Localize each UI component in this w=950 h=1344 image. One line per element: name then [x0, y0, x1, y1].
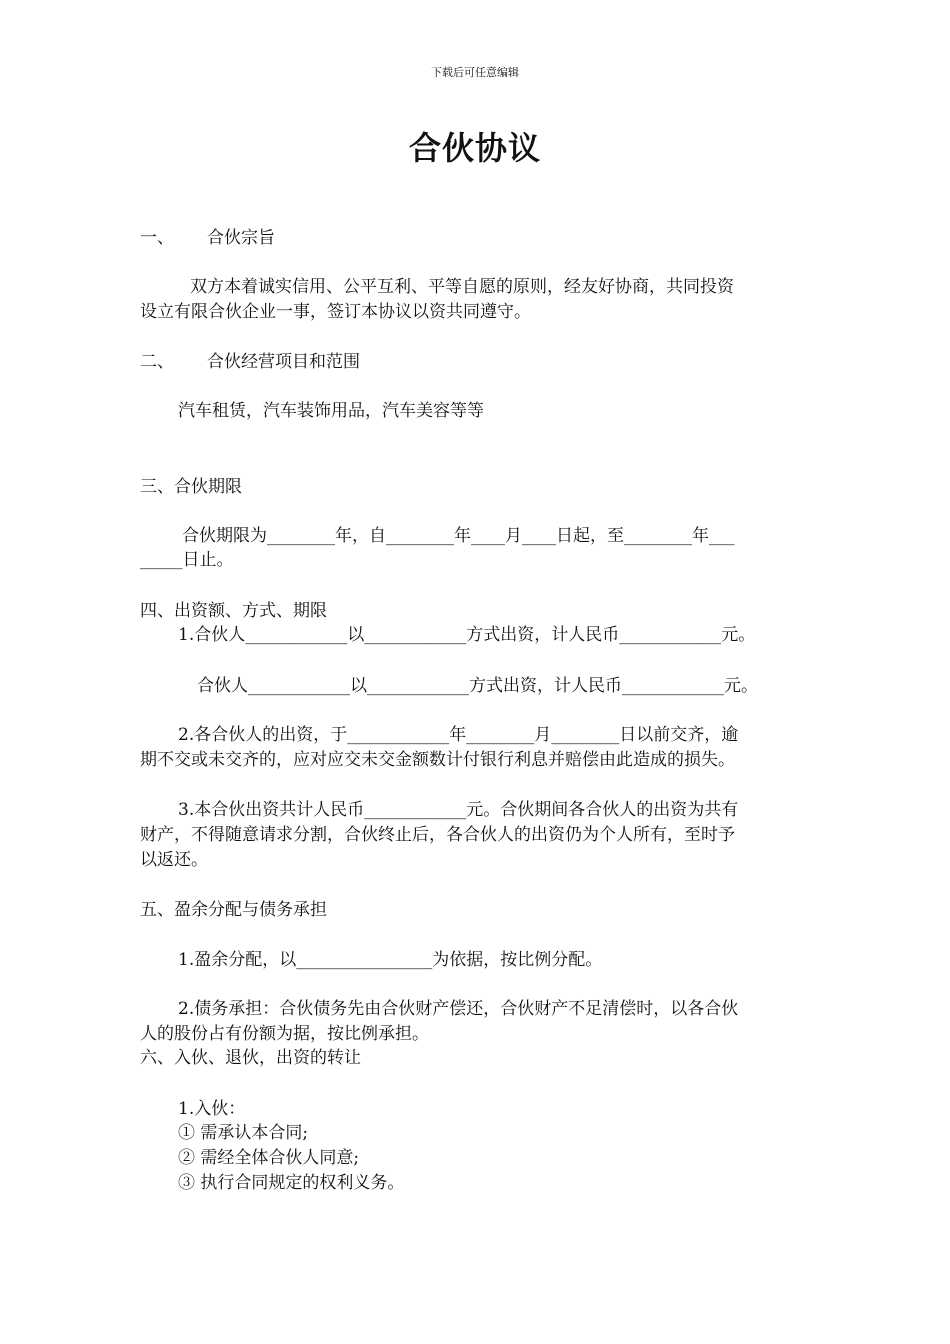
header-note: 下载后可任意编辑: [431, 66, 519, 79]
section-4-item3-line1: 3.本合伙出资共计人民币____________元。合伙期间各合伙人的出资为共有: [178, 800, 739, 820]
section-4-item3-line2: 财产，不得随意请求分割，合伙终止后，各合伙人的出资仍为个人所有，至时予: [140, 825, 735, 845]
section-2-number: 二、: [140, 352, 174, 372]
section-1-title: 合伙宗旨: [207, 228, 275, 248]
section-6-sub1: ① 需承认本合同;: [178, 1123, 309, 1143]
section-2-title: 合伙经营项目和范围: [207, 352, 360, 372]
section-4-item1-line2: 合伙人____________以____________方式出资，计人民币____________元。: [197, 676, 758, 696]
section-4-heading: 四、出资额、方式、期限: [140, 601, 327, 621]
section-6-item1: 1.入伙：: [178, 1099, 246, 1119]
section-3-heading: 三、合伙期限: [140, 477, 242, 497]
section-6-sub3: ③ 执行合同规定的权利义务。: [178, 1173, 405, 1193]
section-5-item2-line1: 2.债务承担：合伙债务先由合伙财产偿还，合伙财产不足清偿时，以各合伙: [178, 999, 739, 1019]
section-6-heading: 六、入伙、退伙，出资的转让: [140, 1048, 361, 1068]
section-5-item1: 1.盈余分配，以________________为依据，按比例分配。: [178, 950, 603, 970]
section-4-item2-line1: 2.各合伙人的出资，于____________年________月________日以前交齐，逾: [178, 725, 739, 745]
section-4-item2-line2: 期不交或未交齐的，应对应交未交金额数计付银行利息并赔偿由此造成的损失。: [140, 750, 735, 770]
section-1-number: 一、: [140, 228, 174, 248]
section-3-para-line1: 合伙期限为________年，自________年____月____日起，至________年___: [182, 526, 735, 546]
section-6-sub2: ② 需经全体合伙人同意;: [178, 1148, 360, 1168]
section-4-item3-line3: 以返还。: [140, 850, 208, 870]
section-5-item2-line2: 人的股份占有份额为据，按比例承担。: [140, 1024, 429, 1044]
section-2-para: 汽车租赁，汽车装饰用品，汽车美容等等: [178, 401, 484, 421]
document-title: 合伙协议: [408, 129, 541, 167]
section-4-item1-line1: 1.合伙人____________以____________方式出资，计人民币____________元。: [178, 625, 756, 645]
section-1-para-line1: 双方本着诚实信用、公平互利、平等自愿的原则，经友好协商，共同投资: [190, 277, 734, 297]
section-3-para-line2: _____日止。: [140, 550, 234, 570]
section-5-heading: 五、盈余分配与债务承担: [140, 900, 327, 920]
section-1-para-line2: 设立有限合伙企业一事，签订本协议以资共同遵守。: [140, 302, 531, 322]
